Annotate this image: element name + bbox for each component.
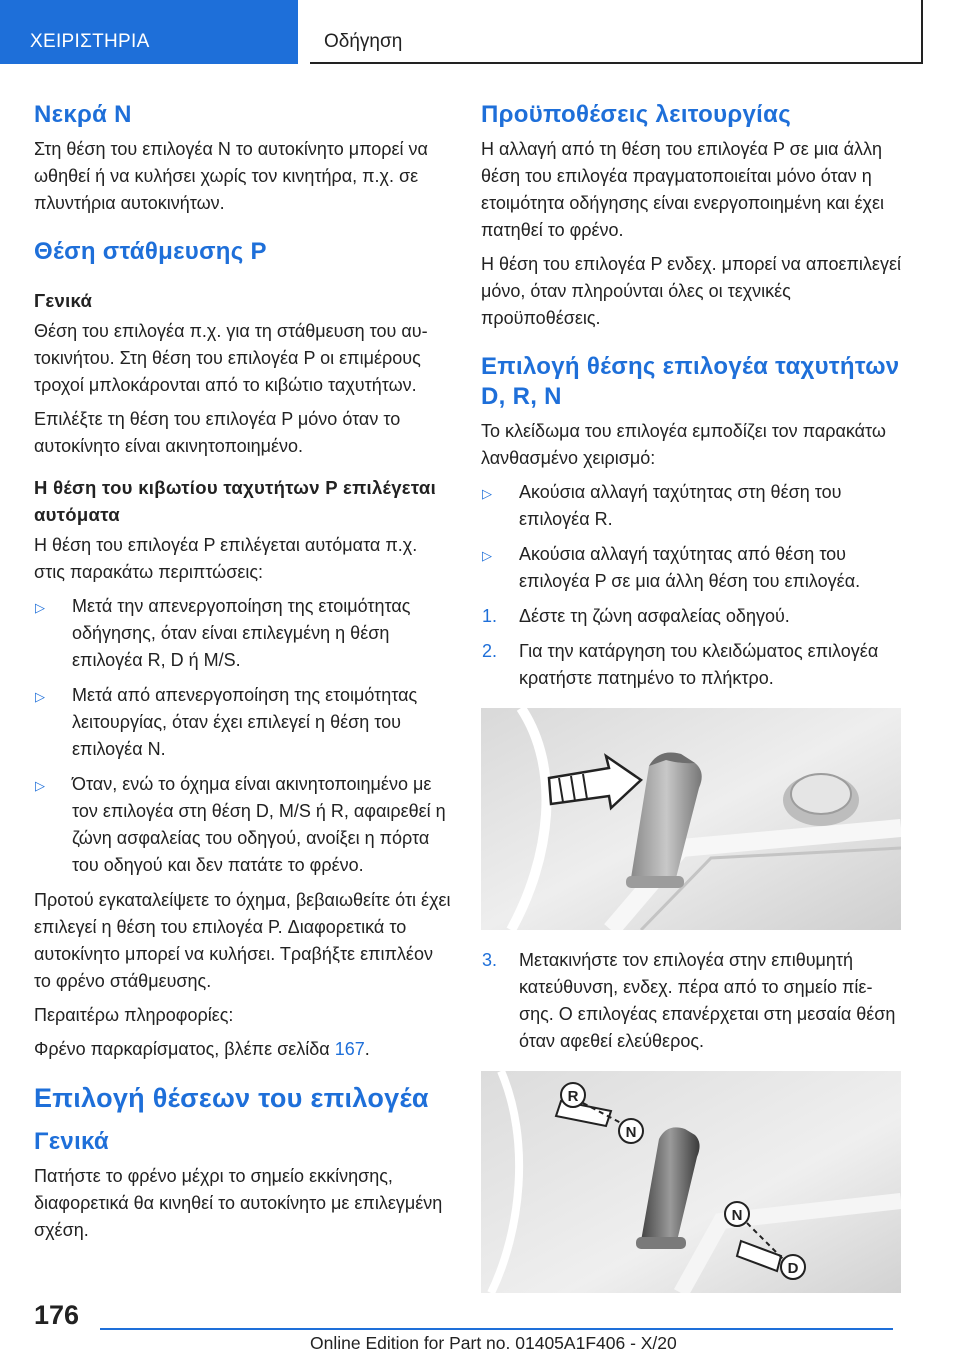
step-item: 1. Δέστε τη ζώνη ασφαλείας οδηγού. xyxy=(481,603,901,630)
park-general-heading: Γενικά xyxy=(34,290,93,311)
left-column xyxy=(34,100,452,1251)
park-general-paragraph-2: Επιλέξτε τη θέση του επιλογέα P μόνο όταν το αυτοκίνητο είναι ακινητοποιημένο. xyxy=(34,409,401,456)
requirements-paragraph-2: Η θέση του επιλογέα P ενδεχ. μπορεί να αποεπιλεγεί μόνο, όταν πληρούνται όλες οι τεχνικές προϋποθέσεις. xyxy=(481,254,901,328)
step-number: 3. xyxy=(482,950,498,970)
section-tab[interactable] xyxy=(0,0,298,64)
selector-button-illustration xyxy=(481,708,901,930)
neutral-paragraph: Στη θέση του επιλογέα N το αυτοκίνητο μπορεί να ωθηθεί ή να κυλήσει χωρίς τον κινητήρα, π.χ. σε πλυντήρια αυτοκινήτων. xyxy=(34,139,428,213)
park-general-paragraph-1: Θέση του επιλογέα π.χ. για τη στάθμευση του αυτοκινήτου. Στη θέση του επιλογέα P οι επιμέρους τροχοί μπλοκάρονται από το κιβώτιο ταχυτήτων. xyxy=(34,321,428,395)
step-number: 2. xyxy=(482,641,498,661)
list-item: ▷ Μετά την απενεργοποίηση της ετοιμότητας οδήγησης, όταν είναι επιλεγμένη η θέση επιλογέα R, D ή M/S. xyxy=(35,596,411,670)
triangle-bullet-icon: ▷ xyxy=(35,600,45,615)
gate-letter-d: D xyxy=(787,1260,799,1277)
triangle-bullet-icon: ▷ xyxy=(482,486,492,501)
gate-letter-n-upper: N xyxy=(625,1124,637,1141)
neutral-heading: Νεκρά N xyxy=(34,101,132,128)
select-general-paragraph: Πατήστε το φρένο μέχρι το σημείο εκκίνησης, διαφορετικά θα κινηθεί το αυτοκίνητο με επιλεγμένη σχέση. xyxy=(34,1166,443,1240)
gate-letter-n-lower: N xyxy=(731,1207,743,1224)
more-info-label: Περαιτέρω πληροφορίες: xyxy=(34,1005,234,1025)
chapter-tab[interactable] xyxy=(310,0,923,64)
steps-list-a xyxy=(481,603,901,692)
drn-heading: Επιλογή θέσης επιλογέα ταχυτήτων D, R, N xyxy=(481,353,900,410)
page-link[interactable]: 167 xyxy=(334,1039,365,1059)
triangle-bullet-icon: ▷ xyxy=(35,689,45,704)
cross-reference: Φρένο παρκαρίσματος, βλέπε σελίδα 167. xyxy=(34,1039,370,1059)
steps-list-b xyxy=(481,947,901,1055)
footer-divider xyxy=(100,1328,893,1330)
list-item: ▷ Όταν, ενώ το όχημα είναι ακινητοποιημένο με τον επιλογέα στη θέση D, M/S ή R, αφαιρεθεί η ζώνη ασφαλείας του οδηγού, ανοίξει η πόρτα του οδηγού και δεν πατάτε το φρένο. xyxy=(35,774,446,875)
warning-paragraph: Προτού εγκαταλείψετε το όχημα, βεβαιωθείτε ότι έχει επιλεγεί η θέση του επιλογέα P. Διαφορετικά το αυτοκίνητο μπορεί να κυλήσει. Τραβήξτε επιπλέον το φρένο στάθμευσης. xyxy=(34,890,451,991)
right-column xyxy=(481,100,901,1310)
select-heading: Επιλογή θέσεων του επιλογέα xyxy=(34,1083,429,1113)
edition-footer: Online Edition for Part no. 01405A1F406 - X/20 xyxy=(310,1333,677,1353)
list-item: ▷ Μετά από απενεργοποίηση της ετοιμότητας λειτουργίας, όταν έχει επιλεγεί η θέση του επιλογέα N. xyxy=(35,685,418,759)
step-item: 2. Για την κατάργηση του κλειδώματος επιλογέα κρατήστε πατημένο το πλήκτρο. xyxy=(481,638,901,692)
list-item: ▷ Ακούσια αλλαγή ταχύτητας στη θέση του επιλογέα R. xyxy=(482,482,842,529)
select-general-heading: Γενικά xyxy=(34,1128,109,1155)
auto-p-paragraph: Η θέση του επιλογέα P επιλέγεται αυτόματα π.χ. στις παρακάτω περιπτώσεις: xyxy=(34,535,418,582)
list-item: ▷ Ακούσια αλλαγή ταχύτητας από θέση του επιλογέα P σε μια άλλη θέση του επιλογέα. xyxy=(482,544,861,591)
step-number: 1. xyxy=(482,606,498,626)
drn-paragraph: Το κλείδωμα του επιλογέα εμποδίζει τον παρακάτω λανθασμένο χειρισμό: xyxy=(481,421,886,468)
chapter-tab-label: Οδήγηση xyxy=(324,31,403,52)
page-number: 176 xyxy=(34,1300,80,1330)
gear-positions-illustration xyxy=(481,1071,901,1293)
step-item: 3. Μετακινήστε τον επιλογέα στην επιθυμητή κατεύθυνση, ενδεχ. πέρα από το σημείο πίεσης. Ο επιλογέας επανέρχεται στη μεσαία θέση όταν αφεθεί ελεύθερος. xyxy=(481,947,901,1055)
gate-letter-r: R xyxy=(567,1088,579,1105)
requirements-paragraph-1: Η αλλαγή από τη θέση του επιλογέα P σε μια άλλη θέση του επιλογέα πραγματοποιείται μόνο όταν η ετοιμότητα οδήγησης είναι ενεργοποιημένη και έχει πατηθεί το φρένο. xyxy=(481,139,884,240)
auto-p-list xyxy=(34,593,452,879)
section-tab-label: ΧΕΙΡΙΣΤΗΡΙΑ xyxy=(30,31,150,52)
auto-p-heading: Η θέση του κιβωτίου ταχυτήτων P επιλέγεται αυτόματα xyxy=(34,477,437,525)
triangle-bullet-icon: ▷ xyxy=(482,548,492,563)
triangle-bullet-icon: ▷ xyxy=(35,778,45,793)
requirements-heading: Προϋποθέσεις λειτουργίας xyxy=(481,101,791,128)
park-heading: Θέση στάθμευσης P xyxy=(34,238,267,265)
drn-list xyxy=(481,479,901,595)
